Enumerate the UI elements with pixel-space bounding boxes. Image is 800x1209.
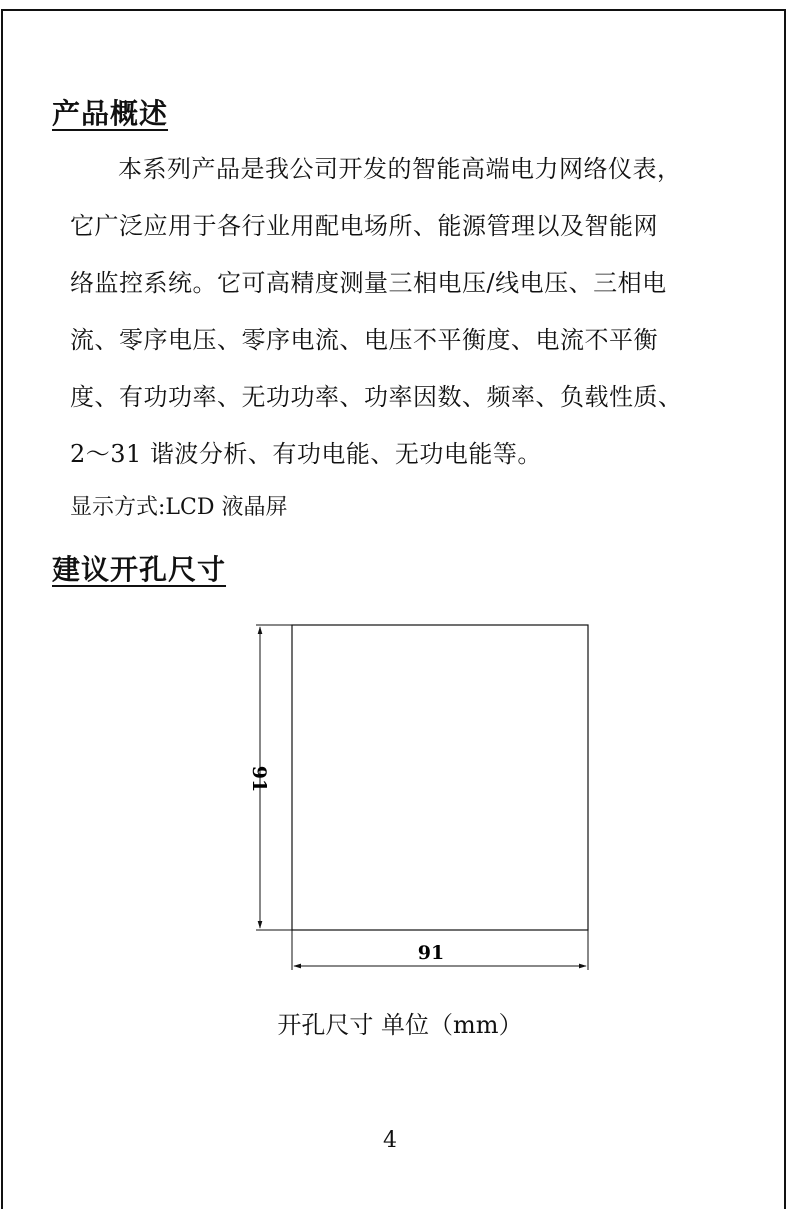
- cutout-square: [292, 625, 588, 930]
- overview-heading: 产品概述: [52, 97, 169, 130]
- height-label: 91: [248, 765, 270, 793]
- overview-line: 度、有功功率、无功功率、功率因数、频率、负载性质、: [70, 383, 683, 411]
- cutout-heading: 建议开孔尺寸: [52, 553, 227, 586]
- display-mode-text: 显示方式:LCD 液晶屏: [70, 495, 288, 520]
- overview-line: 2～31 谐波分析、有功电能、无功电能等。: [70, 440, 542, 468]
- overview-line: 它广泛应用于各行业用配电场所、能源管理以及智能网: [70, 212, 658, 240]
- width-label: 91: [417, 942, 445, 964]
- overview-line: 本系列产品是我公司开发的智能高端电力网络仪表，: [118, 155, 682, 183]
- cutout-caption: 开孔尺寸 单位（mm）: [277, 1011, 523, 1039]
- overview-line: 络监控系统。它可高精度测量三相电压/线电压、三相电: [70, 269, 667, 297]
- overview-line: 流、零序电压、零序电流、电压不平衡度、电流不平衡: [70, 326, 658, 354]
- page-number: 4: [383, 1128, 397, 1153]
